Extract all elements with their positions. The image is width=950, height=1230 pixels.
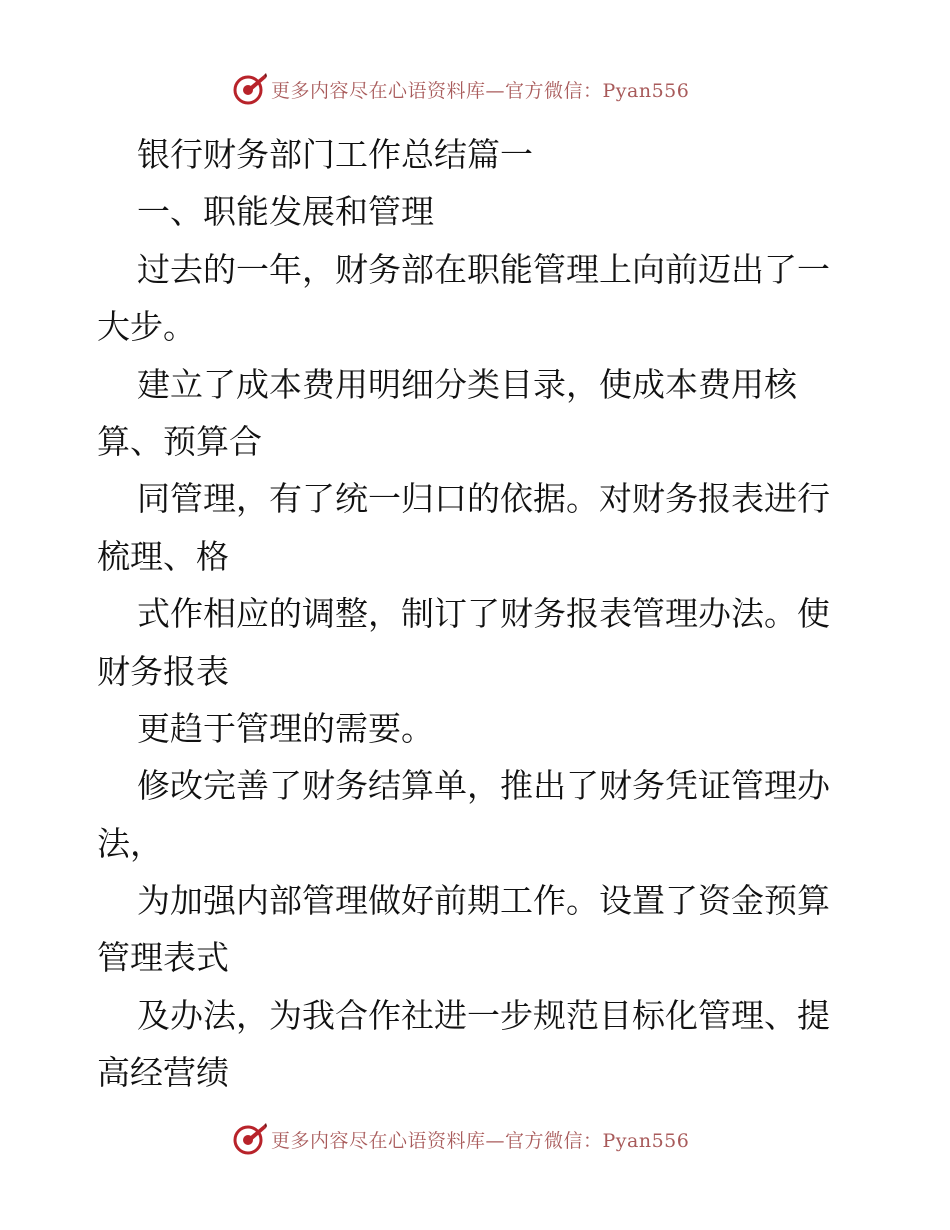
paragraph-line: 高经营绩: [97, 1053, 229, 1093]
paragraph-line: 算、预算合: [97, 421, 262, 461]
paragraph-line: 同管理，有了统一归口的依据。对财务报表进行: [137, 479, 830, 519]
footer-banner: [233, 1122, 733, 1156]
paragraph-line: 大步。: [97, 307, 196, 347]
paragraph-line: 及办法，为我合作社进一步规范目标化管理、提: [137, 995, 830, 1035]
paragraph-line: 过去的一年，财务部在职能管理上向前迈出了一: [137, 249, 830, 289]
section-heading: 一、职能发展和管理: [137, 192, 434, 232]
footer-banner-text: 更多内容尽在心语资料库—官方微信：Pyan556: [271, 1129, 690, 1152]
document-title: 银行财务部门工作总结篇一: [137, 135, 533, 174]
paragraph-line: 法，: [97, 823, 163, 863]
paragraph-line: 更趋于管理的需要。: [137, 708, 434, 748]
paragraph-line: 建立了成本费用明细分类目录，使成本费用核: [137, 364, 797, 404]
pen-nib-logo-icon: [233, 1122, 267, 1156]
paragraph-line: 修改完善了财务结算单，推出了财务凭证管理办: [137, 766, 830, 806]
paragraph-line: 梳理、格: [97, 536, 229, 576]
paragraph-line: 财务报表: [97, 651, 229, 691]
document-body: [97, 126, 857, 1102]
paragraph-line: 为加强内部管理做好前期工作。设置了资金预算: [137, 881, 830, 921]
pen-nib-logo-icon: [233, 72, 267, 106]
header-banner-text: 更多内容尽在心语资料库—官方微信：Pyan556: [271, 79, 690, 102]
paragraph-line: 式作相应的调整，制订了财务报表管理办法。使: [137, 594, 830, 634]
paragraph-line: 管理表式: [97, 938, 229, 978]
header-banner: [233, 72, 733, 106]
